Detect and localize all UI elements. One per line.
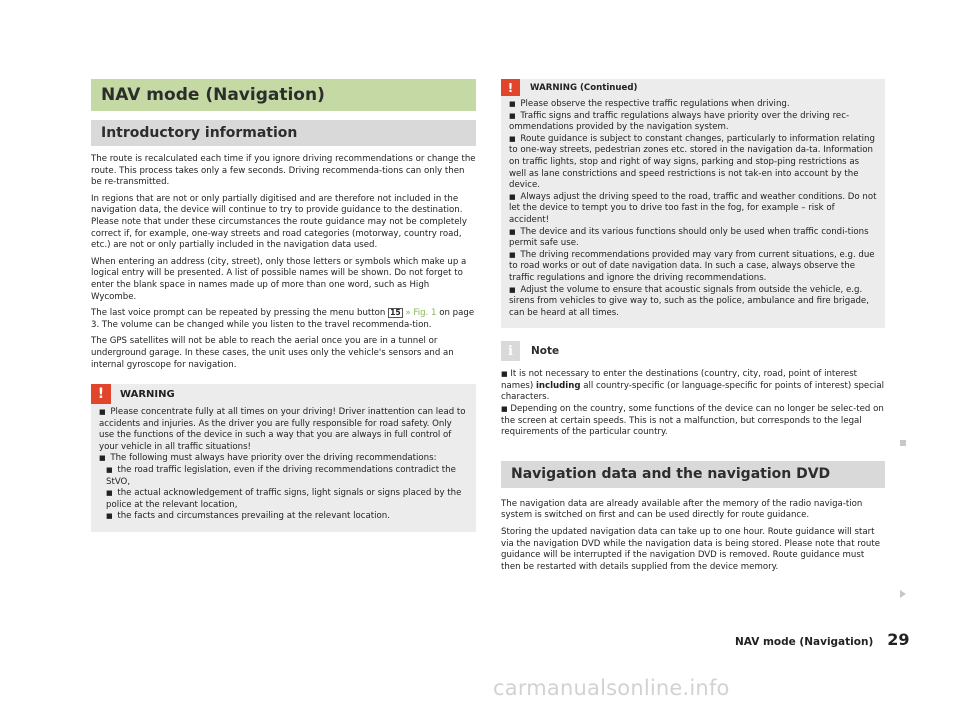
note-text [501, 369, 885, 439]
page-number: 29 [887, 630, 910, 649]
left-column [91, 79, 476, 532]
paragraph-voice-prompt [91, 308, 476, 331]
paragraph: The route is recalculated each time if you ignore driving recommendations or change the route. This process takes only a few seconds. Driving recommenda-tions can only then be re-transmitted. [91, 154, 476, 188]
menu-button-key: 15 [390, 308, 401, 318]
warning-icon: ! [501, 79, 520, 96]
warning-continued-list [509, 99, 877, 319]
bullet-icon: ■ [106, 512, 113, 521]
info-icon: i [501, 341, 520, 361]
watermark: carmanualsonline.info [493, 676, 730, 700]
bullet-icon: ■ [501, 370, 508, 379]
warning-header [91, 384, 476, 404]
footer-title: NAV mode (Navigation) [735, 636, 874, 648]
page-footer [735, 630, 910, 649]
list-item-sub: ■ the facts and circumstances prevailing at the relevant location. [106, 511, 390, 522]
chapter-title: NAV mode (Navigation) [91, 79, 476, 111]
warning-continued-title: WARNING (Continued) [530, 82, 638, 93]
warning-continued-header [501, 79, 885, 96]
bullet-icon: ■ [99, 454, 106, 463]
bullet-icon: ■ [501, 405, 508, 414]
list-item: ■ Depending on the country, some functions of the device can no longer be selec-ted on the screen at certain speeds. This is not a malfunction, but corresponds to the legal requirements of the particular country. [501, 404, 884, 438]
bullet-icon: ■ [106, 466, 113, 475]
warning-icon: ! [91, 384, 111, 404]
paragraph: When entering an address (city, street), only those letters or symbols which make up a logical entry will be presented. A list of possible names will be shown. Do not forget to enter the blank space in names made up of more than one word, such as High Wycombe. [91, 256, 467, 302]
warning-box [91, 384, 476, 532]
paragraph: In regions that are not or only partially digitised and are therefore not included in the navigation data, the device will continue to try to provide guidance to the destination. Please note that under these circumstances the route guidance may not be completely correct if, for example, one-way streets and road categories (motorway, country road, etc.) are not or only partially included in the navigation data used. [91, 193, 467, 251]
list-item-sub: ■ the actual acknowledgement of traffic signs, light signals or signs placed by the police at the relevant location, [106, 488, 462, 510]
warning-title: WARNING [120, 388, 175, 400]
list-item: ■ Please concentrate fully at all times on your driving! Driver inattention can lead to accidents and injuries. As the driver you are fully responsible for road safety. Only use the functions of the device in such a way that you are always in full control of your vehicle in all traffic situations! [99, 407, 466, 452]
navigation-data-text [501, 499, 885, 574]
bullet-icon: ■ [509, 111, 516, 120]
list-item-sub: ■ the road traffic legislation, even if the driving recommendations contradict the StVO, [106, 465, 456, 487]
bullet-icon: ■ [509, 192, 516, 201]
list-item: ■ Please observe the respective traffic regulations when driving. [509, 99, 790, 109]
list-item: ■ Always adjust the driving speed to the road, traffic and weather conditions. Do not let the device to tempt you to drive too fast in the fog, for example – risk of accident! [509, 191, 877, 225]
bullet-icon: ■ [509, 285, 516, 294]
note-header [501, 341, 885, 361]
warning-continued-box [501, 79, 885, 328]
bullet-icon: ■ [509, 250, 516, 259]
bullet-icon: ■ [99, 408, 106, 417]
paragraph-text: on page 3. The volume can be changed while you listen to the travel recommenda-tion. [91, 308, 475, 330]
list-item: ■ The following must always have priority over the driving recommendations: [99, 453, 437, 464]
note-title: Note [531, 345, 560, 358]
list-item: ■ The device and its various functions should only be used when traffic condi-tions permit safe use. [509, 226, 869, 249]
section-title-introductory: Introductory information [91, 120, 476, 146]
section-end-icon [900, 440, 906, 446]
bullet-icon: ■ [106, 489, 113, 498]
bullet-icon: ■ [509, 134, 516, 143]
list-item: ■ Route guidance is subject to constant changes, particularly to information relating to one-way streets, pedestrian zones etc. stored in the navigation da-ta. Information on traffic lights, stop and right of way signs, parking and stop-ping restrictions as well as lane constrictions and speed restrictions is not tak-en into account by the device. [509, 133, 875, 191]
paragraph: Storing the updated navigation data can take up to one hour. Route guidance will start via the navigation DVD while the navigation data is being stored. Please note that route guidance will be interrupted if the navigation DVD is removed. Route guidance must then be restarted with details supplied from the device memory. [501, 527, 881, 572]
figure-reference-link[interactable]: » Fig. 1 [402, 308, 437, 319]
list-item: ■ Traffic signs and traffic regulations always have priority over the driving rec-ommendations provided by the navigation system. [509, 110, 850, 133]
list-item: ■ The driving recommendations provided may vary from current situations, e.g. due to road works or out of date navigation data. In such a case, always observe the traffic regulations and ignore the driving recommendations. [509, 249, 875, 283]
warning-list [99, 407, 468, 523]
section-title-navigation-data: Navigation data and the navigation DVD [501, 461, 885, 488]
paragraph-text: The last voice prompt can be repeated by pressing the menu button [91, 308, 389, 319]
intro-text [91, 154, 476, 371]
note-box [501, 341, 885, 439]
right-column [501, 79, 885, 578]
paragraph: The navigation data are already available after the memory of the radio naviga-tion system is switched on first and can be used directly for route guidance. [501, 498, 863, 521]
bullet-icon: ■ [509, 100, 516, 108]
continue-arrow-icon [900, 590, 906, 598]
list-item: ■ It is not necessary to enter the destinations (country, city, road, point of interest names) including all country-specific (or language-specific for points of interest) special characters. [501, 369, 884, 403]
list-item: ■ Adjust the volume to ensure that acoustic signals from outside the vehicle, e.g. sirens from vehicles to give way to, such as the police, ambulance and fire brigade, can be heard at all times. [509, 284, 869, 318]
paragraph: The GPS satellites will not be able to reach the aerial once you are in a tunnel or underground garage. In these cases, the unit uses only the vehicle's sensors and an internal gyroscope for navigation. [91, 336, 454, 370]
bullet-icon: ■ [509, 227, 516, 236]
